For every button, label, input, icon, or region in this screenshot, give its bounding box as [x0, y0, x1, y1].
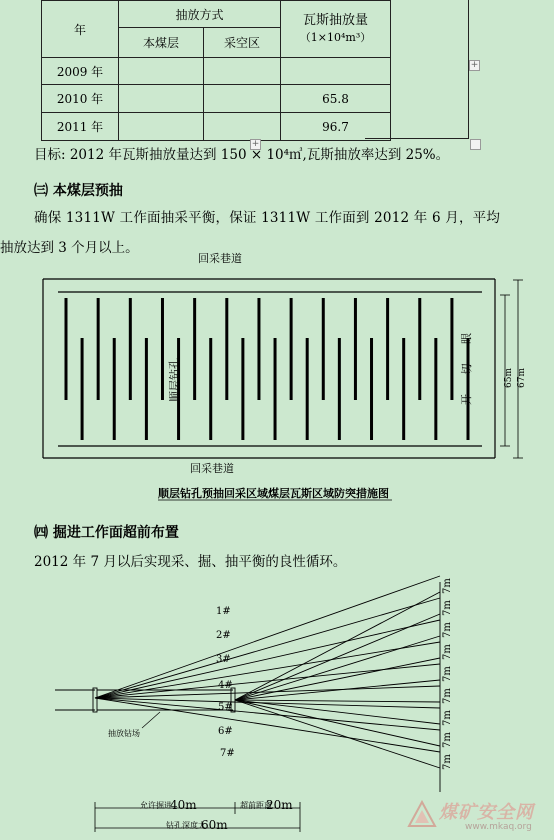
header-amount-line1: 瓦斯抽放量 — [302, 13, 368, 28]
cell-goaf — [204, 113, 281, 141]
header-method: 抽放方式 — [119, 1, 281, 28]
borehole-fan — [95, 576, 440, 768]
hole-label: 2# — [216, 630, 231, 641]
dim-inner-label: 65m — [504, 368, 514, 388]
spacing-label: 7m — [442, 600, 453, 616]
spacing-labels — [442, 578, 453, 770]
cell-seam — [119, 85, 204, 113]
cut-label: 开 切 眼 — [460, 325, 473, 405]
cell-year: 2009 年 — [42, 58, 119, 85]
spacing-label: 7m — [442, 710, 453, 726]
borehole-group — [66, 298, 468, 440]
table-add-row-handle[interactable]: + — [251, 139, 260, 149]
cell-amount: 96.7 — [281, 113, 391, 141]
section4-para: 2012 年 7 月以后实现采、掘、抽平衡的良性循环。 — [34, 554, 347, 570]
cell-year: 2011 年 — [42, 113, 119, 141]
header-amount — [281, 1, 391, 58]
watermark-logo-icon — [407, 800, 437, 830]
borehole-line — [235, 700, 440, 702]
header-amount-line2: （1×10⁴m³） — [299, 31, 372, 44]
watermark-url: www.mkaq.org — [465, 822, 532, 832]
hole-label: 6# — [218, 726, 233, 737]
hole-labels — [216, 606, 235, 759]
borehole-line — [235, 658, 440, 700]
dim-c-prefix: 钻孔深度大 — [166, 821, 206, 830]
gas-drainage-table — [41, 0, 469, 141]
spacing-label: 7m — [442, 622, 453, 638]
table-add-column-handle[interactable]: + — [470, 60, 479, 70]
dim-outer-label: 67m — [517, 368, 527, 388]
drainage-borehole-diagram — [0, 250, 554, 510]
spacing-label: 7m — [442, 754, 453, 770]
header-year: 年 — [42, 1, 119, 58]
table-bottom-border — [365, 138, 469, 139]
borehole-line — [235, 700, 440, 768]
spacing-label: 7m — [442, 578, 453, 594]
dim-b-value: 20m — [266, 798, 293, 812]
goal-text: 目标: 2012 年瓦斯抽放量达到 150 × 10⁴㎥,瓦斯抽放率达到 25%。 — [34, 147, 450, 163]
dim-a-prefix: 允许掘进 — [140, 801, 172, 810]
cell-goaf — [204, 58, 281, 85]
dim-b-prefix: 超前距离 — [240, 801, 272, 810]
watermark — [407, 796, 547, 836]
cell-year: 2010 年 — [42, 85, 119, 113]
hole-label: 5# — [218, 702, 233, 713]
header-seam: 本煤层 — [119, 28, 204, 58]
spacing-label: 7m — [442, 644, 453, 660]
table-resize-handle[interactable] — [470, 139, 481, 150]
watermark-name: 煤矿安全网 — [439, 802, 534, 823]
dim-a-value: 40m — [170, 798, 197, 812]
blank-column — [391, 1, 470, 141]
top-roadway-label: 回采巷道 — [198, 252, 242, 265]
spacing-label: 7m — [442, 732, 453, 748]
cell-amount — [281, 58, 391, 85]
header-goaf: 采空区 — [204, 28, 281, 58]
bottom-roadway-label: 回采巷道 — [190, 462, 234, 475]
spacing-label: 7m — [442, 666, 453, 682]
borehole-line — [95, 686, 440, 698]
borehole-line — [95, 576, 440, 698]
cell-seam — [119, 58, 204, 85]
hole-label: 3# — [216, 654, 231, 665]
hole-label: 1# — [216, 606, 231, 617]
cell-seam — [119, 113, 204, 141]
dim-c-value: 60m — [201, 818, 228, 832]
drill-site-label: 抽放钻场 — [108, 729, 140, 738]
section3-heading: ㈢ 本煤层预抽 — [34, 183, 123, 199]
section3-para-line1: 确保 1311W 工作面抽采平衡，保证 1311W 工作面到 2012 年 6 月，平均 — [34, 210, 501, 226]
borehole-label: 顺层钻孔 — [168, 358, 181, 402]
section3-para-line2: 抽放达到 3 个月以上。 — [0, 240, 139, 256]
hole-label: 4# — [218, 680, 233, 691]
cell-goaf — [204, 85, 281, 113]
hole-label: 7# — [220, 748, 235, 759]
spacing-label: 7m — [442, 688, 453, 704]
diagram1-caption: 顺层钻孔预抽回采区域煤层瓦斯区域防突措施图 — [158, 487, 389, 500]
section4-heading: ㈣ 掘进工作面超前布置 — [34, 525, 179, 541]
cell-amount: 65.8 — [281, 85, 391, 113]
